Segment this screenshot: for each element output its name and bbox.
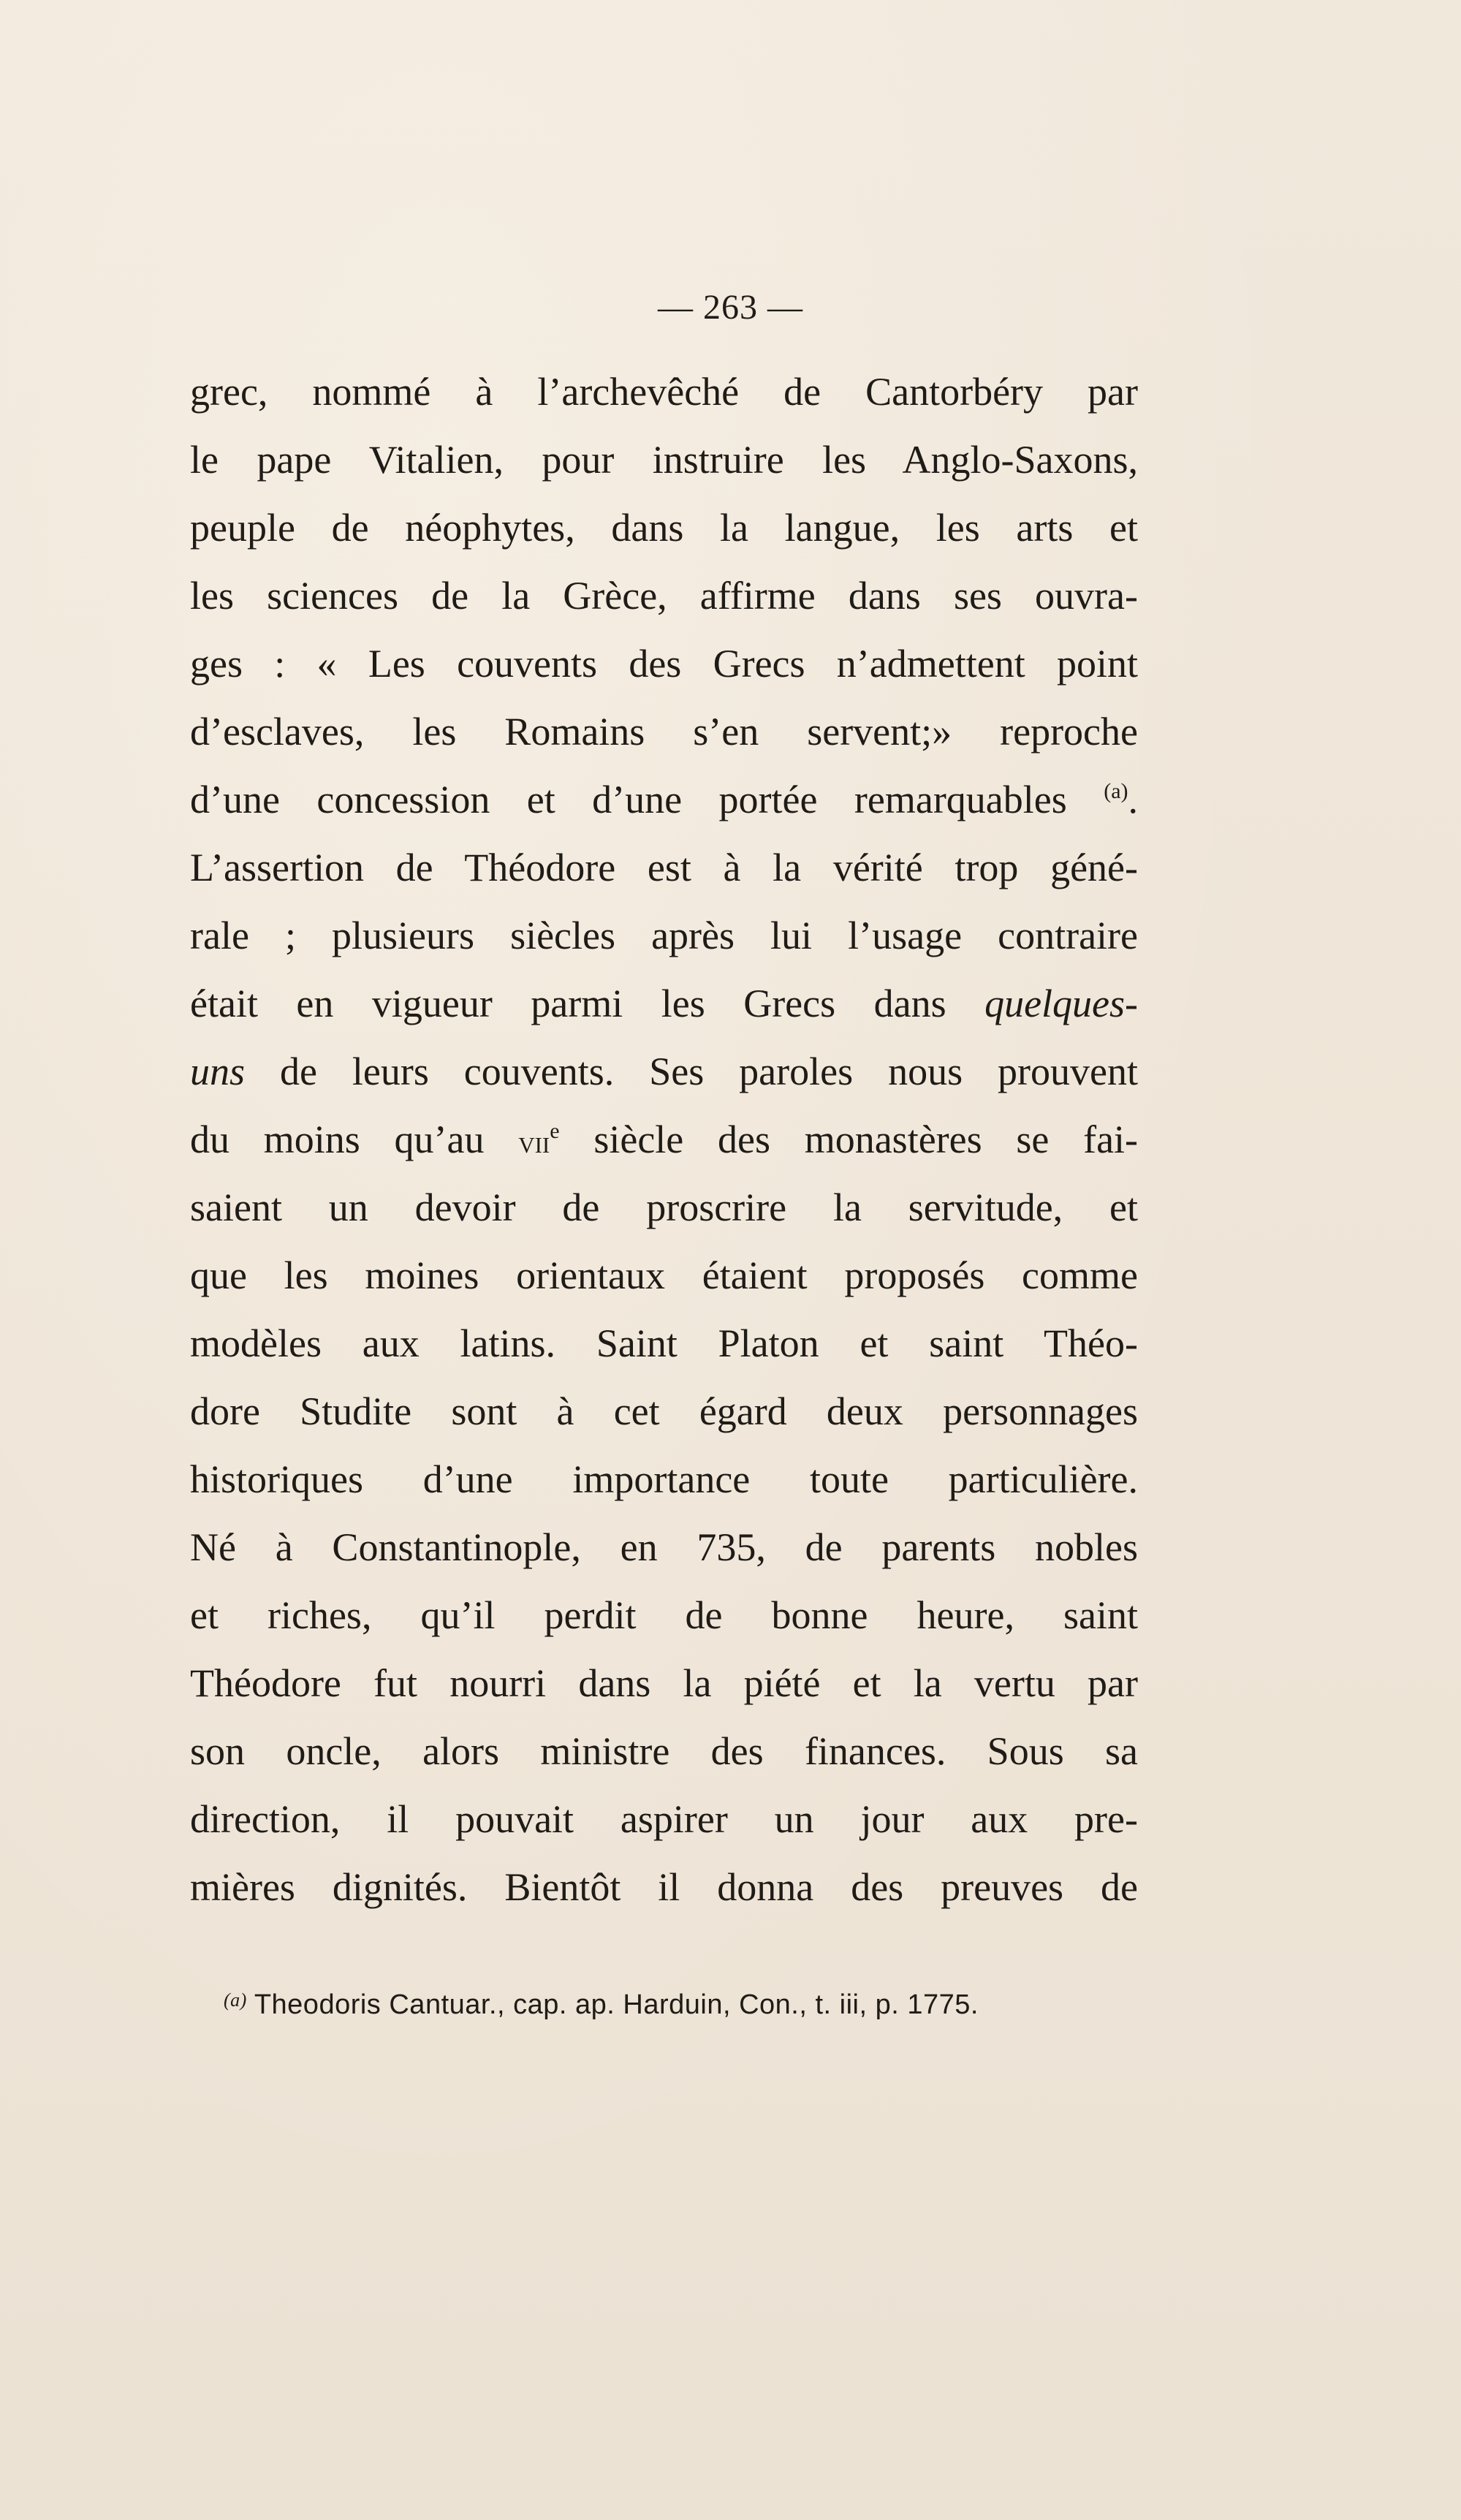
text-line: que les moines orientaux étaient proposés comme: [190, 1253, 1138, 1297]
text-line: le pape Vitalien, pour instruire les Anglo-Saxons,: [190, 438, 1138, 482]
footnote: [224, 1989, 1174, 2021]
footnote-text: Theodoris Cantuar., cap. ap. Harduin, Con., t. iii, p. 1775.: [254, 1989, 979, 2020]
italic-text: uns: [190, 1050, 246, 1093]
text-line: L’assertion de Théodore est à la vérité trop géné-: [190, 846, 1138, 889]
text-line: grec, nommé à l’archevêché de Cantorbéry par: [190, 370, 1138, 414]
text-line: ges : « Les couvents des Grecs n’admettent point: [190, 642, 1138, 686]
text-line: historiques d’une importance toute particulière.: [190, 1457, 1138, 1501]
page-number: — 263 —: [658, 288, 803, 327]
text-line: les sciences de la Grèce, affirme dans ses ouvra-: [190, 574, 1138, 618]
text-line: rale ; plusieurs siècles après lui l’usage contraire: [190, 914, 1138, 957]
text-line: son oncle, alors ministre des finances. Sous sa: [190, 1729, 1138, 1773]
text-line: mières dignités. Bientôt il donna des preuves de: [190, 1865, 1138, 1909]
roman-numeral: vii: [518, 1124, 550, 1160]
text-line: d’esclaves, les Romains s’en servent;» reproche: [190, 710, 1138, 754]
footnote-reference: (a): [1104, 779, 1128, 803]
italic-text: quelques-: [984, 982, 1139, 1025]
text-line: uns de leurs couvents. Ses paroles nous prouvent: [190, 1050, 1138, 1093]
body-text: [190, 358, 1138, 1921]
text-line: Théodore fut nourri dans la piété et la vertu par: [190, 1661, 1138, 1705]
text-line: peuple de néophytes, dans la langue, les arts et: [190, 506, 1138, 550]
text-line: et riches, qu’il perdit de bonne heure, saint: [190, 1593, 1138, 1637]
text-line: dore Studite sont à cet égard deux personnages: [190, 1389, 1138, 1433]
text-line: modèles aux latins. Saint Platon et saint Théo-: [190, 1321, 1138, 1365]
text-line: était en vigueur parmi les Grecs dans quelques-: [190, 982, 1139, 1025]
footnote-mark: (a): [224, 1989, 247, 2011]
text-line: direction, il pouvait aspirer un jour aux pre-: [190, 1797, 1138, 1841]
text-line: saient un devoir de proscrire la servitude, et: [190, 1185, 1138, 1229]
text-line: du moins qu’au vii$^e$ siècle des monastères se fai-: [190, 1117, 1139, 1161]
text-line: Né à Constantinople, en 735, de parents nobles: [190, 1525, 1138, 1569]
text-line: d’une concession et d’une portée remarquables $^{(a)}$.: [190, 778, 1138, 821]
